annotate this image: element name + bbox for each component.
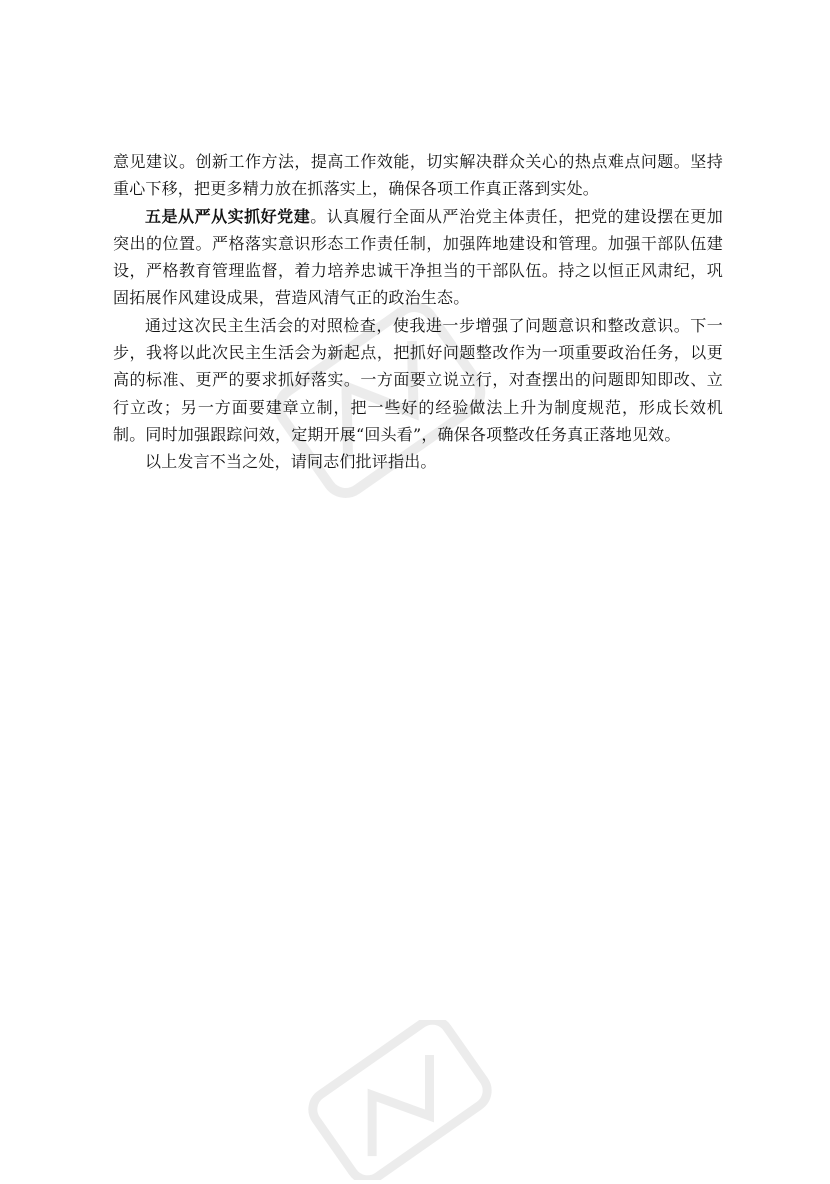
paragraph-3-text: 通过这次民主生活会的对照检查，使我进一步增强了问题意识和整改意识。下一步，我将以此次民主生活会为新起点，把抓好问题整改作为一项重要政治任务，以更高的标准、更严的要求抓好落实。一方面要立说立行，对查摆出的问题即知即改、立行立改；另一方面要建章立制，把一些好的经验做法上升为制度规范，形成长效机制。同时加强跟踪问效，定期开展“回头看”，确保各项整改任务真正落地见效。	[113, 315, 723, 444]
paragraph-2-text: 。认真履行全面从严治党主体责任，把党的建设摆在更加突出的位置。严格落实意识形态工作责任制，加强阵地建设和管理。加强干部队伍建设，严格教育管理监督，着力培养忠诚干净担当的干部队伍。持之以恒正风肃纪，巩固拓展作风建设成果，营造风清气正的政治生态。	[113, 206, 723, 308]
paragraph-2	[113, 203, 723, 312]
paragraph-1-text: 意见建议。创新工作方法，提高工作效能，切实解决群众关心的热点难点问题。坚持重心下移，把更多精力放在抓落实上，确保各项工作真正落到实处。	[113, 152, 723, 199]
paragraph-4	[113, 448, 723, 475]
watermark-logo-icon	[300, 1020, 500, 1184]
document-body	[113, 148, 723, 476]
paragraph-1	[113, 148, 723, 203]
paragraph-3	[113, 312, 723, 448]
paragraph-4-text: 以上发言不当之处，请同志们批评指出。	[145, 452, 437, 472]
paragraph-2-lead: 五是从严从实抓好党建	[145, 206, 311, 226]
